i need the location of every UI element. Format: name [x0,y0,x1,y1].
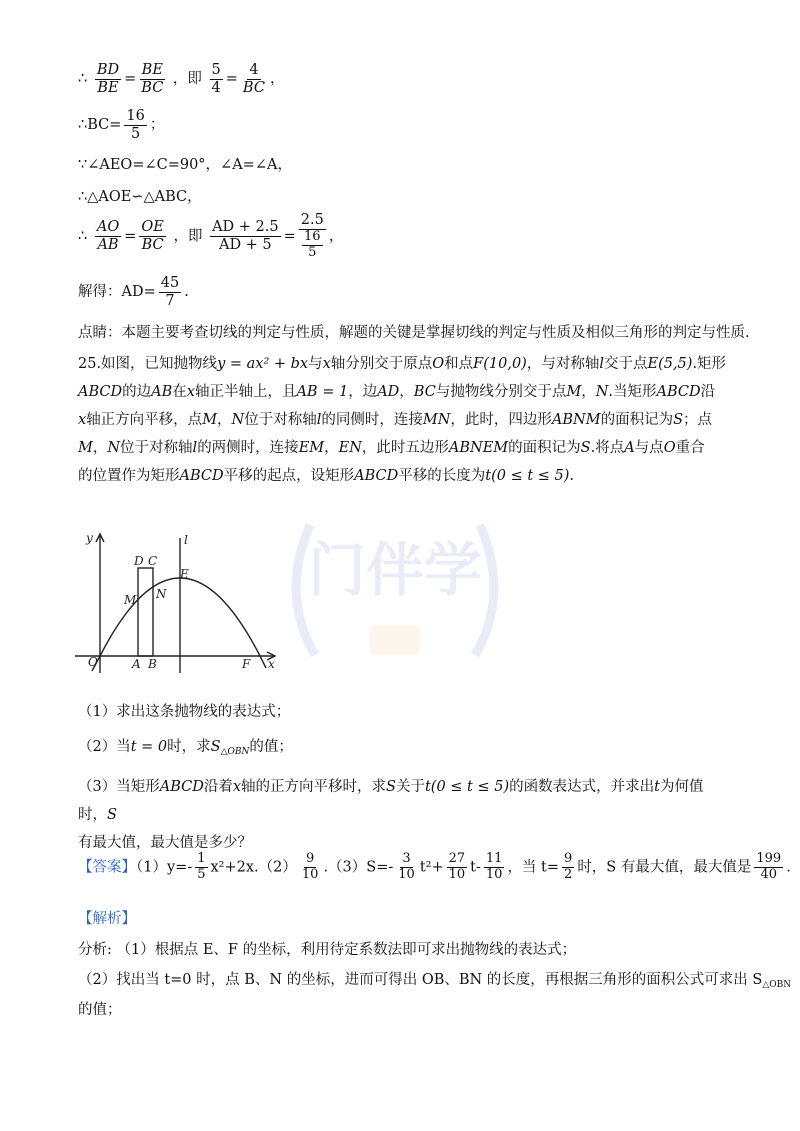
problem-25 [78,350,728,490]
fraction-ao-ab: $\frac{AO}{AB}$ [96,219,120,253]
problem-line-2: ABCD的边AB在x轴正半轴上，且AB = 1，边AD，BC与抛物线分别交于点M，N.当矩形ABCD沿 [78,384,716,400]
label-b: B [148,657,157,671]
solution-step-similar: ∴△AOE∽△ABC， [78,189,202,205]
rectangle-abcd [138,568,153,656]
fraction-16-5: $\frac{16}{5}$ [126,108,145,142]
label-m: M [124,593,137,607]
fraction-ad-expr: $\frac{AD + 2.5}{AD + 5}$ [212,219,279,253]
solution-step-result: 解得：AD= $\frac{45}{7}$ . [78,275,189,309]
fraction-be-bc: $\frac{BE}{BC}$ [141,62,164,96]
watermark-text: 门伴学 [307,536,483,604]
parabola-figure [70,528,280,678]
question-2: （2）当t = 0时，求$S_{\triangle OBN}$的值； [78,739,293,757]
watermark-emblem-icon [275,485,515,695]
question-3: （3）当矩形ABCD沿着x轴的正方向平移时，求S关于t(0 ≤ t ≤ 5)的函数表达式，并求出t为何值时，S 有最大值，最大值是多少？ [78,779,704,851]
label-x: x [268,657,275,671]
fraction-5-4: $\frac{5}{4}$ [211,62,221,96]
problem-line-1: 25.如图，已知抛物线y = ax² + bx与x轴分别交于原点O和点F(10,0)，与对称轴l交于点E(5,5).矩形 [78,356,727,372]
watermark [275,485,515,699]
label-l: l [184,533,188,547]
label-c: C [148,554,158,568]
label-d: D [134,554,144,568]
label-y: y [86,531,93,545]
solution-step-ratio: ∴ $\frac{BD}{BE}$ = $\frac{BE}{BC}$ ，即 $\frac{5}{4}$ = $\frac{4}{BC}$ ， [78,62,285,96]
parabola-curve [100,578,266,668]
label-e: E [180,567,189,581]
answer-line: 【答案】（1）y=- $\frac{1}{5}$ x²+2x.（2） $\frac{9}{10}$ .（3）S=- $\frac{3}{10}$ t²+ $\frac{27}{10}$ t- $\frac{11}{10}$ ，当 t= $\frac{9}{2}$ 时，S 有最大值，最大值是 $\frac{199}{40}$ . [78,851,791,882]
fraction-45-7: $\frac{45}{7}$ [160,275,180,309]
solution-step-angles: ∵∠AEO=∠C=90°，∠A=∠A， [78,157,292,173]
analysis-line-1: 分析: （1）根据点 E、F 的坐标，利用待定系数法即可求出抛物线的表达式； [78,942,577,958]
problem-line-4: M，N位于对称轴l的两侧时，连接EM，EN，此时五边形ABNEM的面积记为S.将点A与点O重合 [78,440,705,456]
label-n: N [156,587,167,601]
comment-note: 点睛：本题主要考查切线的判定与性质，解题的关键是掌握切线的判定与性质及相似三角形的判定与性质. [78,325,750,341]
fraction-bd-be: $\frac{BD}{BE}$ [96,62,120,96]
question-1: （1）求出这条抛物线的表达式； [78,704,291,720]
answer-tag: 【答案】 [78,859,136,876]
analysis-line-2: （2）找出当 t=0 时，点 B、N 的坐标，进而可得出 OB、BN 的长度，再根据三角形的面积公式可求出 $S_{\triangle OBN}$ [78,972,792,990]
fraction-2-5-over-16-5: $\frac{2.5}{\frac{16}{5}}$ [300,212,324,260]
therefore-symbol: ∴ [78,71,88,88]
solution-step-bc: ∴BC= $\frac{16}{5}$ ； [78,108,165,142]
label-f: F [242,657,251,671]
label-a: A [132,657,141,671]
analysis-tag: 【解析】 [78,911,136,927]
fraction-4-bc: $\frac{4}{BC}$ [242,62,265,96]
fraction-oe-bc: $\frac{OE}{BC}$ [141,219,164,253]
problem-line-3: x轴正方向平移，点M，N位于对称轴l的同侧时，连接MN，此时，四边形ABNM的面积记为S；点 [78,412,713,428]
label-o: O [88,655,98,669]
analysis-line-3: 的值； [78,1002,122,1018]
solution-step-proportion: ∴ $\frac{AO}{AB}$ = $\frac{OE}{BC}$ ，即 $\frac{AD + 2.5}{AD + 5}$ = $\frac{2.5}{\frac{16}{5}}$ ， [78,212,344,260]
problem-line-5: 的位置作为矩形ABCD平移的起点，设矩形ABCD平移的长度为t(0 ≤ t ≤ 5). [78,468,575,484]
